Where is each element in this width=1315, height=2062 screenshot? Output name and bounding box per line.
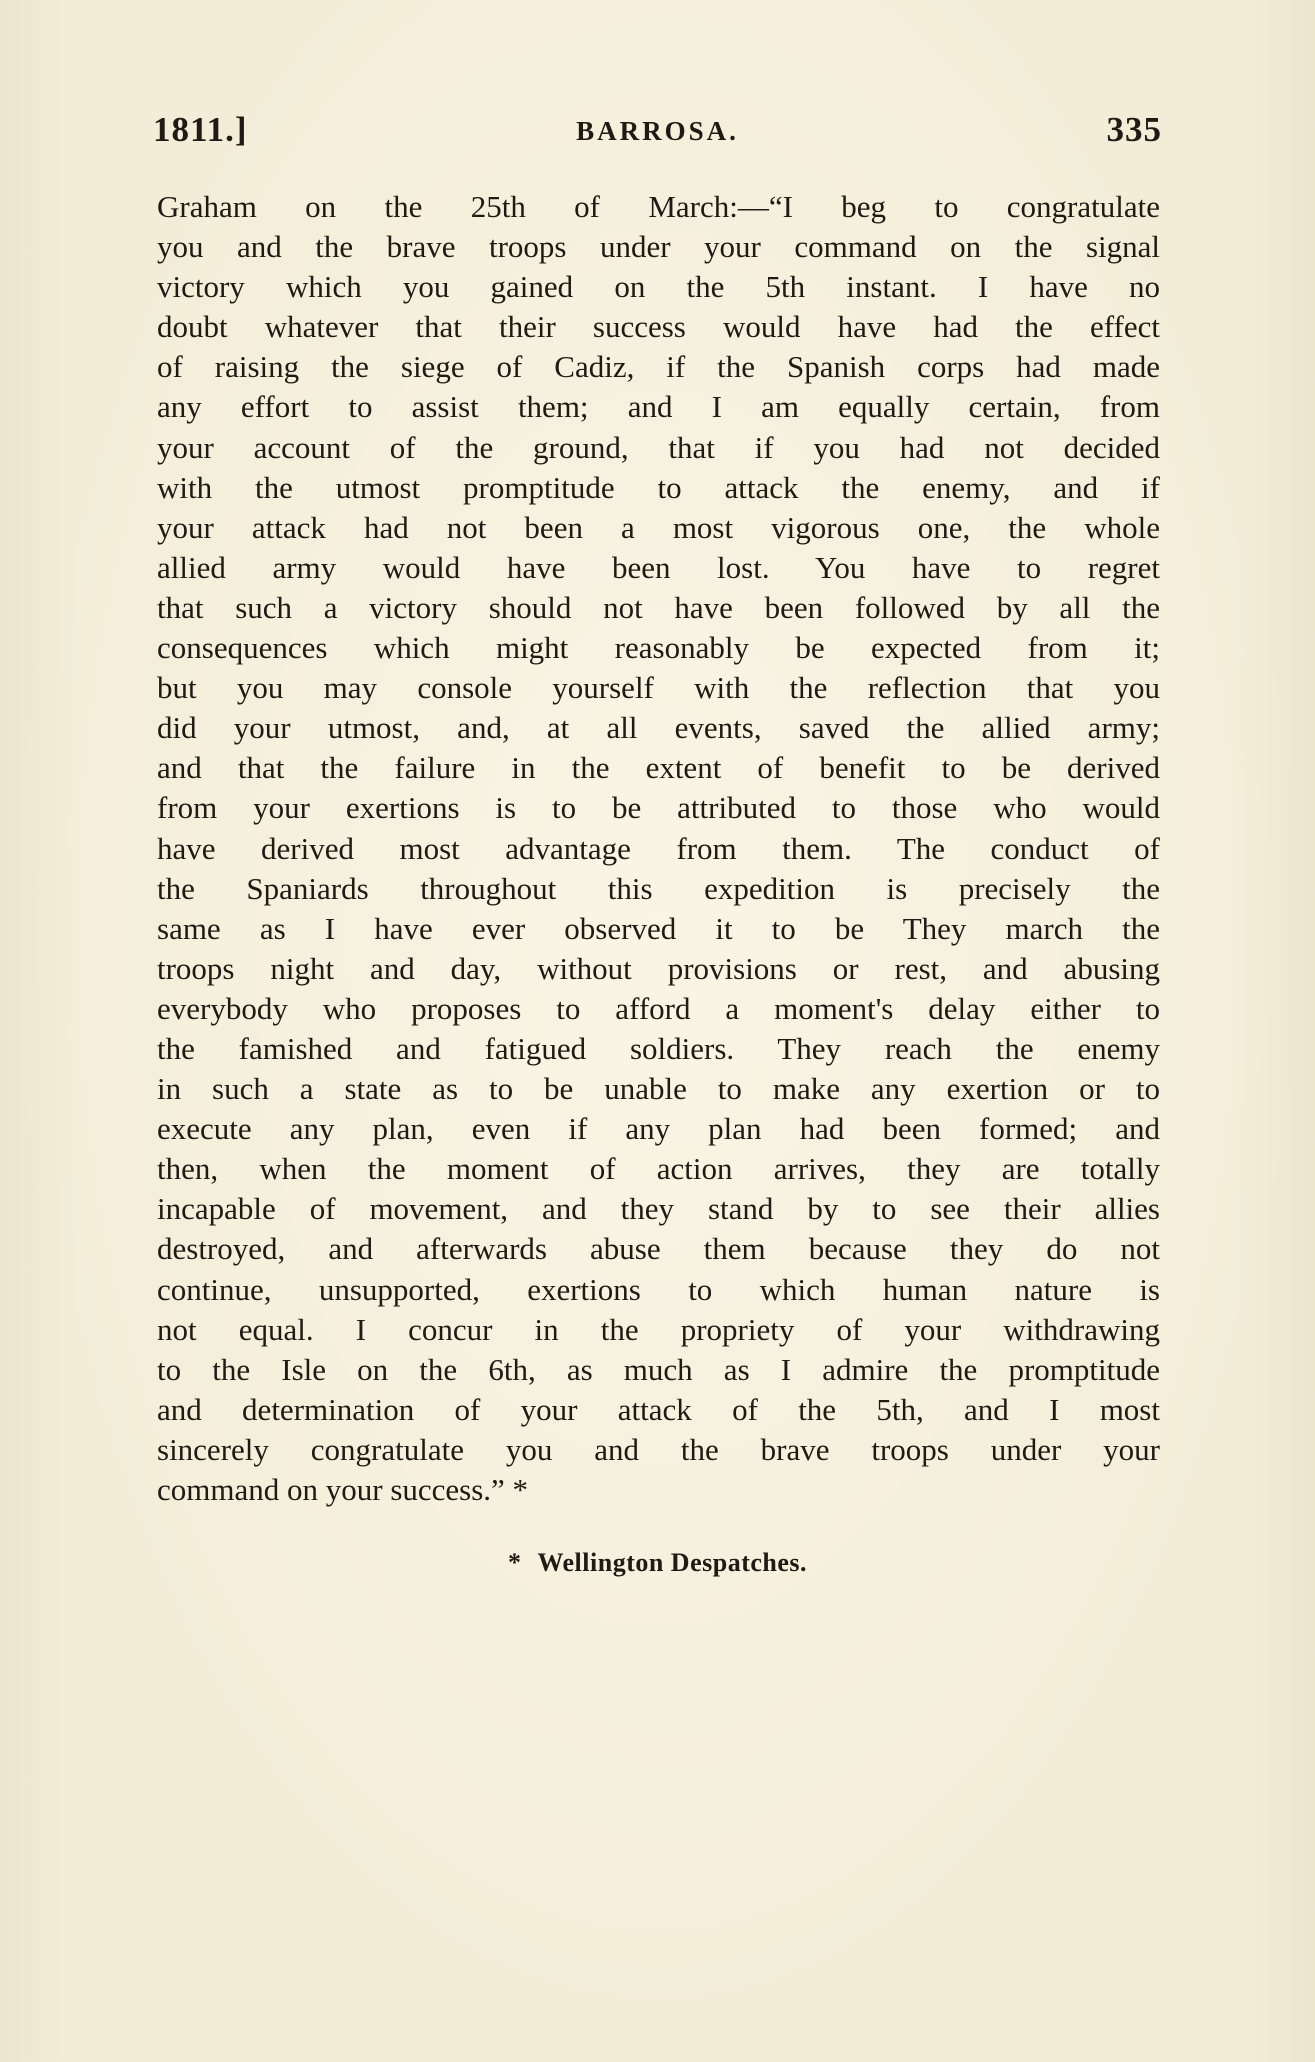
- text-line: the famished and fatigued soldiers. They reach the enemy: [157, 1030, 1160, 1066]
- running-head-title: BARROSA.: [576, 116, 739, 146]
- footnote-marker: *: [507, 1548, 522, 1577]
- text-line: then, when the moment of action arrives, they are totally: [157, 1151, 1160, 1187]
- text-line: incapable of movement, and they stand by to see their allies: [157, 1191, 1160, 1227]
- text-line: to the Isle on the 6th, as much as I admire the promptitude: [157, 1351, 1160, 1387]
- text-line: allied army would have been lost. You have to regret: [157, 549, 1160, 585]
- text-line: the Spaniards throughout this expedition is precisely the: [157, 870, 1160, 906]
- text-line: with the utmost promptitude to attack the enemy, and if: [157, 469, 1160, 505]
- text-line: of raising the siege of Cadiz, if the Spanish corps had made: [157, 349, 1160, 385]
- text-line: your attack had not been a most vigorous one, the whole: [157, 509, 1160, 545]
- text-line: sincerely congratulate you and the brave troops under your: [157, 1431, 1160, 1467]
- text-line: everybody who proposes to afford a moment's delay either to: [157, 990, 1160, 1026]
- footnote-text: Wellington Despatches.: [537, 1548, 808, 1577]
- page-number: 335: [1106, 110, 1162, 149]
- text-line: execute any plan, even if any plan had been formed; and: [157, 1111, 1160, 1147]
- text-line: same as I have ever observed it to be They march the: [157, 910, 1160, 946]
- text-line: continue, unsupported, exertions to which human nature is: [157, 1271, 1160, 1307]
- text-line: and determination of your attack of the 5th, and I most: [157, 1391, 1160, 1427]
- text-line: any effort to assist them; and I am equally certain, from: [157, 389, 1160, 425]
- text-line: consequences which might reasonably be expected from it;: [157, 630, 1160, 666]
- text-line-last: command on your success.” *: [157, 1472, 529, 1507]
- text-line: doubt whatever that their success would have had the effect: [157, 309, 1160, 345]
- footnote: [0, 1548, 1315, 1578]
- text-line: in such a state as to be unable to make any exertion or to: [157, 1071, 1160, 1107]
- text-line: that such a victory should not have been followed by all the: [157, 589, 1160, 625]
- text-line: you and the brave troops under your command on the signal: [157, 229, 1160, 265]
- text-line: but you may console yourself with the reflection that you: [157, 670, 1160, 706]
- text-line: Graham on the 25th of March:—“I beg to congratulate: [157, 189, 1160, 224]
- text-line: your account of the ground, that if you had not decided: [157, 429, 1160, 465]
- text-line: destroyed, and afterwards abuse them because they do not: [157, 1231, 1160, 1267]
- text-line: victory which you gained on the 5th instant. I have no: [157, 269, 1160, 305]
- body-text: [157, 187, 1160, 1510]
- running-head-year: 1811.]: [153, 110, 248, 149]
- text-line: from your exertions is to be attributed to those who would: [157, 790, 1160, 826]
- text-line: did your utmost, and, at all events, saved the allied army;: [157, 710, 1160, 746]
- text-line: not equal. I concur in the propriety of your withdrawing: [157, 1311, 1160, 1347]
- running-head: [153, 110, 1162, 166]
- text-line: have derived most advantage from them. The conduct of: [157, 830, 1160, 866]
- text-line: and that the failure in the extent of benefit to be derived: [157, 750, 1160, 786]
- text-line: troops night and day, without provisions or rest, and abusing: [157, 950, 1160, 986]
